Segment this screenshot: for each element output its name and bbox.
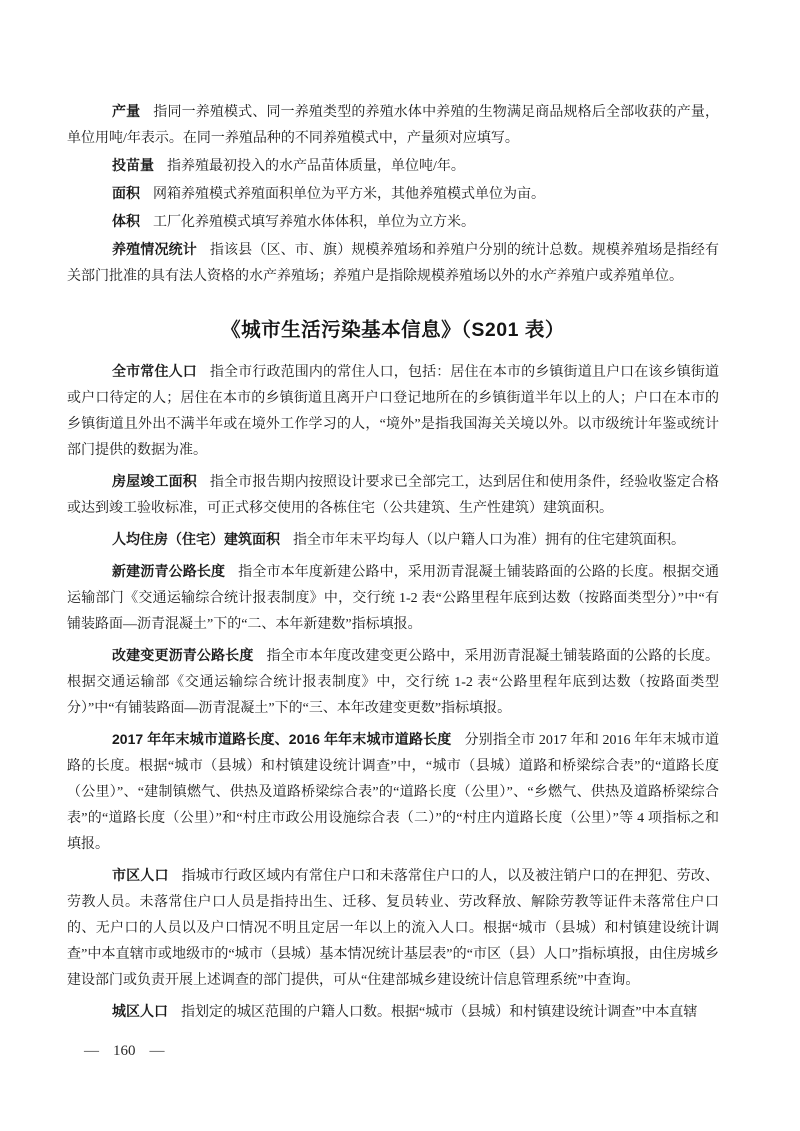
term-definition: 指该县（区、市、旗）规模养殖场和养殖户分别的统计总数。规模养殖场是指经有关部门批准的具有法人资格的水产养殖场；养殖户是指除规模养殖场以外的水产养殖户或养殖单位。 (67, 243, 720, 284)
term-label: 2017 年年末城市道路长度、2016 年年末城市道路长度 (112, 731, 452, 747)
term-definition: 工厂化养殖模式填写养殖水体体积，单位为立方米。 (153, 215, 475, 230)
term-definition: 指全市报告期内按照设计要求已全部完工，达到居住和使用条件，经验收鉴定合格或达到竣工验收标准，可正式移交使用的各栋住宅（公共建筑、生产性建筑）建筑面积。 (67, 475, 720, 516)
definition-paragraph-tiji (67, 208, 719, 236)
footer-dash-right: — (149, 1043, 165, 1059)
term-definition: 指全市本年度改建变更公路中，采用沥青混凝土铺装路面的公路的长度。根据交通运输部《交通运输综合统计报表制度》中，交行统 1-2 表“公路里程年底到达数（按路面类型分）”中“有铺装路面—沥青混凝土”下的“三、本年改建变更数”指标填报。 (67, 649, 720, 716)
term-label: 养殖情况统计 (112, 241, 197, 257)
term-label: 产量 (112, 103, 141, 119)
page-footer (84, 1042, 165, 1060)
definition-paragraph-yangzhi-tongji (67, 236, 719, 290)
definition-paragraph-shiqu-renkou (67, 862, 719, 994)
term-definition: 指养殖最初投入的水产品苗体质量，单位吨/年。 (167, 159, 465, 174)
definition-paragraph-mianji (67, 180, 719, 208)
section-title: 《城市生活污染基本信息》（S201 表） (221, 319, 565, 341)
term-label: 全市常住人口 (112, 363, 197, 379)
term-label: 城区人口 (112, 1003, 168, 1019)
definition-paragraph-fangwu-jungong (67, 468, 719, 522)
footer-dash-left: — (84, 1043, 99, 1059)
term-definition: 指同一养殖模式、同一养殖类型的养殖水体中养殖的生物满足商品规格后全部收获的产量，单位用吨/年表示。在同一养殖品种的不同养殖模式中，产量须对应填写。 (67, 105, 720, 146)
term-label: 房屋竣工面积 (112, 473, 197, 489)
term-definition: 分别指全市 2017 年和 2016 年年末城市道路的长度。根据“城市（县城）和村镇建设统计调查”中，“城市（县城）道路和桥梁综合表”的“道路长度（公里）”、“建制镇燃气、供热及道路桥梁综合表”的“道路长度（公里）”、“乡燃气、供热及道路桥梁综合表”的“道路长度（公里）”和“村庄市政公用设施综合表（二）”的“村庄内道路长度（公里）”等 4 项指标之和填报。 (67, 733, 719, 852)
definition-paragraph-changzhu-renkou (67, 358, 719, 464)
term-label: 新建沥青公路长度 (112, 563, 226, 579)
term-definition: 指划定的城区范围的户籍人口数。根据“城市（县城）和村镇建设统计调查”中本直辖 (181, 1005, 698, 1020)
definition-paragraph-chengqu-renkou (67, 998, 719, 1026)
term-label: 人均住房（住宅）建筑面积 (112, 531, 280, 547)
term-definition: 指全市年末平均每人（以户籍人口为准）拥有的住宅建筑面积。 (293, 533, 685, 548)
term-label: 面积 (112, 185, 140, 201)
definition-paragraph-gaijian-liqing (67, 642, 719, 722)
term-label: 改建变更沥青公路长度 (112, 647, 254, 663)
term-definition: 网箱养殖模式养殖面积单位为平方米，其他养殖模式单位为亩。 (153, 187, 545, 202)
definition-paragraph-xinjian-liqing (67, 558, 719, 638)
definition-paragraph-chanliang (67, 98, 719, 152)
page-number: 160 (113, 1043, 136, 1059)
definition-paragraph-renjun-zhufang (67, 526, 719, 554)
term-label: 体积 (112, 213, 140, 229)
term-definition: 指全市行政范围内的常住人口，包括：居住在本市的乡镇街道且户口在该乡镇街道或户口待定的人；居住在本市的乡镇街道且离开户口登记地所在的乡镇街道半年以上的人；户口在本市的乡镇街道且外出不满半年或在境外工作学习的人，“境外”是指我国海关关境以外。以市级统计年鉴或统计部门提供的数据为准。 (67, 365, 720, 458)
term-label: 市区人口 (112, 867, 169, 883)
term-label: 投苗量 (112, 157, 154, 173)
definition-paragraph-toumiaoliang (67, 152, 719, 180)
definition-paragraph-daolu-changdu (67, 726, 719, 858)
term-definition: 指全市本年度新建公路中，采用沥青混凝土铺装路面的公路的长度。根据交通运输部门《交通运输综合统计报表制度》中，交行统 1-2 表“公路里程年底到达数（按路面类型分）”中“有铺装路面—沥青混凝土”下的“二、本年新建数”指标填报。 (67, 565, 719, 632)
term-definition: 指城市行政区域内有常住户口和未落常住户口的人，以及被注销户口的在押犯、劳改、劳教人员。未落常住户口人员是指持出生、迁移、复员转业、劳改释放、解除劳教等证件未落常住户口的、无户口的人员以及户口情况不明且定居一年以上的流入人口。根据“城市（县城）和村镇建设统计调查”中本直辖市或地级市的“城市（县城）基本情况统计基层表”的“市区（县）人口”指标填报，由住房城乡建设部门或负责开展上述调查的部门提供，可从“住建部城乡建设统计信息管理系统”中查询。 (67, 869, 720, 988)
